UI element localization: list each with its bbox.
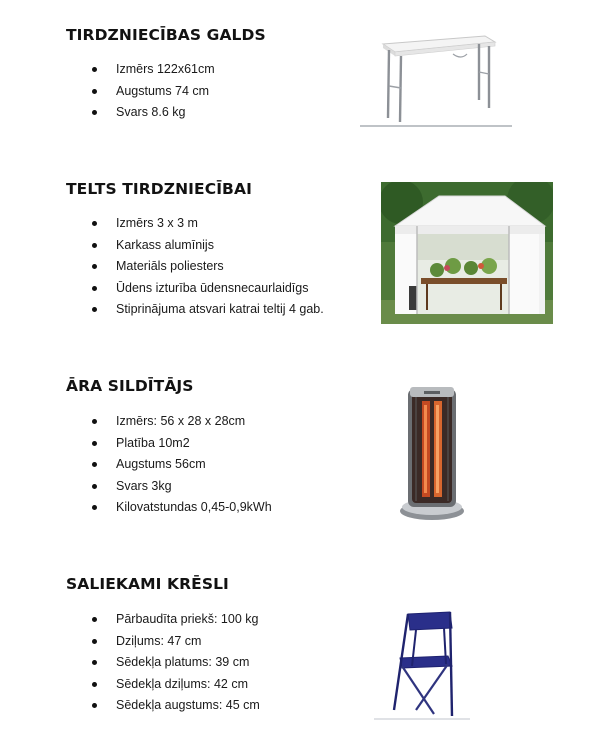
spec-item: Izmērs 3 x 3 m (90, 213, 324, 235)
spec-item: Augstums 56cm (90, 454, 272, 476)
spec-item: Dziļums: 47 cm (90, 631, 260, 653)
product-title: ĀRA SILDĪTĀJS (66, 377, 194, 395)
market-tent-image (381, 182, 553, 324)
spec-item: Svars 3kg (90, 476, 272, 498)
spec-item: Kilovatstundas 0,45-0,9kWh (90, 497, 272, 519)
product-title: TIRDZNIECĪBAS GALDS (66, 26, 266, 44)
spec-item: Karkass alumīnijs (90, 235, 324, 257)
spec-item: Sēdekļa dziļums: 42 cm (90, 674, 260, 696)
spec-item: Izmērs 122x61cm (90, 59, 215, 81)
spec-item: Augstums 74 cm (90, 81, 215, 103)
spec-list (90, 609, 260, 717)
spec-item: Sēdekļa augstums: 45 cm (90, 695, 260, 717)
spec-list (90, 411, 272, 519)
folding-table-image (355, 28, 515, 133)
spec-item: Materiāls poliesters (90, 256, 324, 278)
spec-item: Sēdekļa platums: 39 cm (90, 652, 260, 674)
spec-item: Ūdens izturība ūdensnecaurlaidīgs (90, 278, 324, 300)
spec-item: Pārbaudīta priekš: 100 kg (90, 609, 260, 631)
product-title: SALIEKAMI KRĒSLI (66, 575, 229, 593)
outdoor-heater-image (380, 375, 480, 535)
spec-item: Svars 8.6 kg (90, 102, 215, 124)
spec-item: Stiprinājuma atsvari katrai teltij 4 gab. (90, 299, 324, 321)
product-title: TELTS TIRDZNIECĪBAI (66, 180, 252, 198)
spec-item: Platība 10m2 (90, 433, 272, 455)
spec-list (90, 213, 324, 321)
folding-chair-image (372, 606, 472, 726)
spec-list (90, 59, 215, 124)
spec-item: Izmērs: 56 x 28 x 28cm (90, 411, 272, 433)
